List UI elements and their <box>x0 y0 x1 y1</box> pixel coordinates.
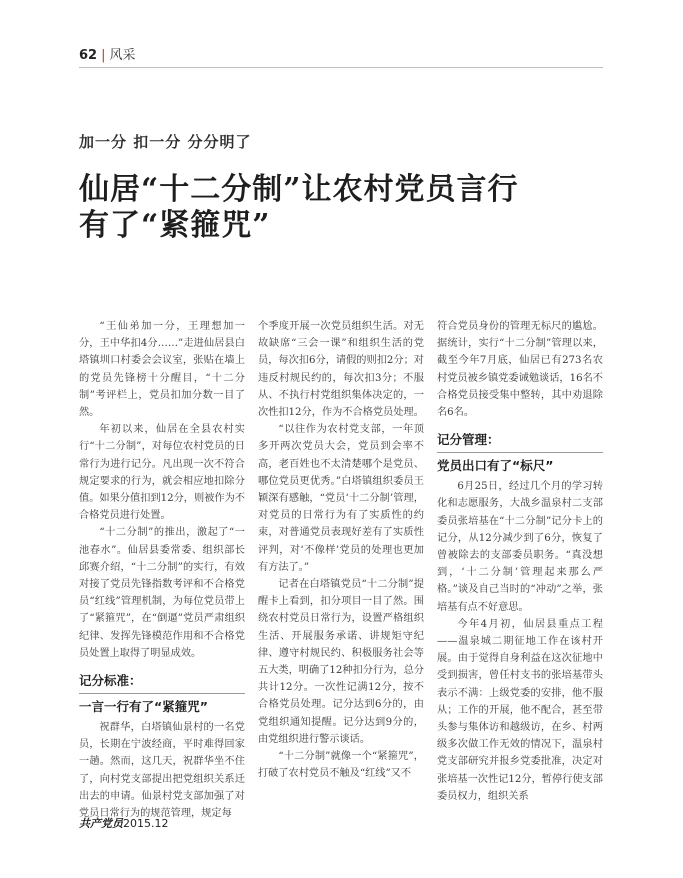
paragraph: 祝群华，白塔镇仙景村的一名党员，长期在宁波经商，平时难得回家一趟。然而，这几天，祝群华坐不住了，向村党支部提出把党组织关系迁出去的申请。仙景村党支部加强了对党员日常行为的规范管理，规定每 <box>79 722 245 820</box>
subheading-scoring-management <box>437 430 603 476</box>
subheading-label: 记分标准： <box>79 673 142 689</box>
column-2 <box>258 318 424 782</box>
header-rule <box>79 67 603 68</box>
page-footer <box>79 815 169 831</box>
paragraph: “以往作为农村党支部，一年顶多开两次党员大会，党员到会率不高，老百姓也不太清楚哪个是党员、哪位党员更优秀。”白塔镇组织委员王颖深有感触，“党员‘十二分制’管理，对党员的日常行为有了实质性的约束，对普通党员表现好差有了实质性评判，对‘不像样’党员的处理也更加有方法了。” <box>258 424 424 573</box>
article-kicker: 加一分 扣一分 分分明了 <box>79 133 252 151</box>
subheading-divider <box>79 693 245 694</box>
paragraph: 6月25日，经过几个月的学习转化和志愿服务，大战乡温泉村二支部委员张培基在“十二分制”记分卡上的记分，从12分减少到了6分，恢复了曾被除去的支部委员职务。“真没想到，‘十二分制’管理起来那么严格。”谈及自己当时的“冲动”之举，张培基有点不好意思。 <box>437 481 603 613</box>
column-3 <box>437 318 603 805</box>
subheading-label: 记分管理： <box>437 432 500 448</box>
subheading-scoring-standard <box>79 671 245 717</box>
header-separator: | <box>101 48 106 63</box>
subheading-title: 一言一行有了“紧箍咒” <box>79 699 208 715</box>
paragraph: 今年4月初，仙居县重点工程——温泉城二期征地工作在该村开展。由于觉得自身利益在这次征地中受到损害，曾任村支书的张培基带头表示不满：上级党委的安排，他不服从；工作的开展，他不配合，甚至带头参与集体访和越级访，在乡、村两级多次做工作无效的情况下，温泉村党支部研究并报乡党委批准，决定对张培基一次性记12分，暂停行使支部委员权力，组织关系 <box>437 618 603 802</box>
paragraph: 年初以来，仙居在全县农村实行“十二分制”，对每位农村党员的日常行为进行记分。凡出现一次不符合规定要求的行为，就会相应地扣除分值。如果分值扣到12分，则被作为不合格党员进行处置。 <box>79 424 245 522</box>
paragraph: “十二分制”就像一个“紧箍咒”，打破了农村党员不触及“红线”又不 <box>258 751 424 780</box>
title-line-1: 仙居“十二分制”让农村党员言行 <box>79 172 519 207</box>
magazine-logo: 共产党员 <box>79 817 123 830</box>
page-header <box>79 48 136 64</box>
paragraph: “王仙弟加一分，王理想加一分，王中华扣4分……”走进仙居县白塔镇圳口村委会会议室，张贴在墙上的党员先锋榜十分醒目，“十二分制”考评栏上，党员扣加分数一目了然。 <box>79 321 245 419</box>
subheading-title: 党员出口有了“标尺” <box>437 458 554 474</box>
paragraph: 个季度开展一次党员组织生活。对无故缺席“三会一课”和组织生活的党员，每次扣6分，请假的则扣2分；对违反村规民约的，每次扣3分；不服从、不执行村党组织集体决定的，一次性扣12分，作为不合格党员处理。 <box>258 321 424 419</box>
paragraph: 符合党员身份的管理无标尺的尴尬。据统计，实行“十二分制”管理以来，截至今年7月底，仙居已有273名农村党员被乡镇党委诫勉谈话，16名不合格党员接受集中整转，其中劝退除名6名。 <box>437 321 603 419</box>
paragraph: “十二分制”的推出，激起了“一池春水”。仙居县委常委、组织部长邱赛介绍，“十二分制”的实行，有效对接了党员先锋指数考评和不合格党员“红线”管理机制，为每位党员带上了“紧箍咒”，在“倒逼”党员严肃组织纪律、发挥先锋模范作用和不合格党员处置上取得了明显成效。 <box>79 527 245 659</box>
paragraph: 记者在白塔镇党员“十二分制”提醒卡上看到，扣分项目一目了然。围绕农村党员日常行为，设置严格组织生活、开展服务承诺、讲规矩守纪律、遵守村规民约、积极服务社会等五大类，明确了12种扣分行为，总分共计12分。一次性记满12分，按不合格党员处理。记分达到6分的，由党组织通知提醒。记分达到9分的，由党组织进行警示谈话。 <box>258 579 424 745</box>
page-number: 62 <box>79 48 98 63</box>
article-title <box>79 172 519 244</box>
title-line-2: 有了“紧箍咒” <box>79 208 271 243</box>
subheading-divider <box>437 452 603 453</box>
issue-date: 2015.12 <box>123 817 169 830</box>
column-1 <box>79 318 245 822</box>
section-name: 风采 <box>109 48 136 63</box>
